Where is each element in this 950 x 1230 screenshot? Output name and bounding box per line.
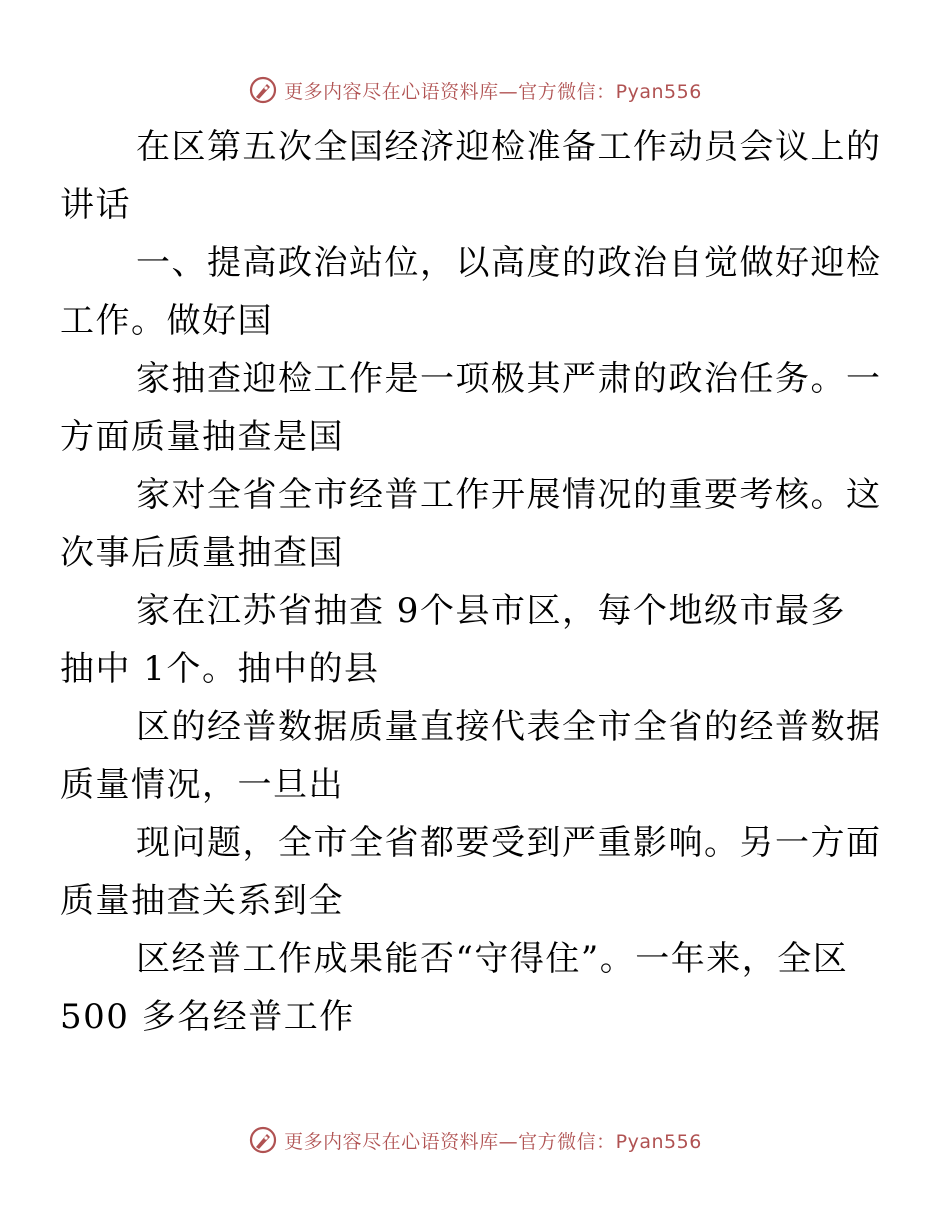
paragraph-line: 在区第五次全国经济迎检准备工作动员会议上的 (136, 127, 882, 167)
paragraph-line: 家在江苏省抽查 9个县市区，每个地级市最多 (136, 591, 846, 631)
document-body (60, 118, 882, 1046)
paragraph-line: 家抽查迎检工作是一项极其严肃的政治任务。一 (136, 359, 882, 399)
footer-watermark (0, 1120, 950, 1160)
paragraph-3 (60, 350, 882, 466)
paragraph-5 (60, 582, 858, 698)
paragraph-7 (60, 814, 882, 930)
paragraph-line: 质量情况，一旦出 (60, 765, 344, 805)
paragraph-line: 次事后质量抽查国 (60, 533, 344, 573)
paragraph-line: 家对全省全市经普工作开展情况的重要考核。这 (136, 475, 882, 515)
paragraph-line: 讲话 (60, 185, 131, 225)
paragraph-line: 500 多名经普工作 (60, 997, 355, 1037)
watermark-text: 更多内容尽在心语资料库—官方微信：Pyan556 (284, 80, 702, 103)
pen-nib-circle-icon (248, 1125, 278, 1155)
paragraph-line: 现问题，全市全省都要受到严重影响。另一方面 (136, 823, 882, 863)
paragraph-6 (60, 698, 882, 814)
watermark-text: 更多内容尽在心语资料库—官方微信：Pyan556 (284, 1130, 702, 1153)
paragraph-8 (60, 930, 858, 1046)
paragraph-line: 方面质量抽查是国 (60, 417, 344, 457)
paragraph-line: 质量抽查关系到全 (60, 881, 344, 921)
paragraph-line: 工作。做好国 (60, 301, 273, 341)
paragraph-2 (60, 234, 882, 350)
header-watermark (0, 70, 950, 110)
paragraph-1 (60, 118, 882, 234)
paragraph-line: 区的经普数据质量直接代表全市全省的经普数据 (136, 707, 882, 747)
paragraph-line: 区经普工作成果能否“守得住”。一年来，全区 (136, 939, 849, 979)
pen-nib-circle-icon (248, 75, 278, 105)
paragraph-4 (60, 466, 882, 582)
paragraph-line: 一、提高政治站位，以高度的政治自觉做好迎检 (136, 243, 882, 283)
paragraph-line: 抽中 1个。抽中的县 (60, 649, 380, 689)
